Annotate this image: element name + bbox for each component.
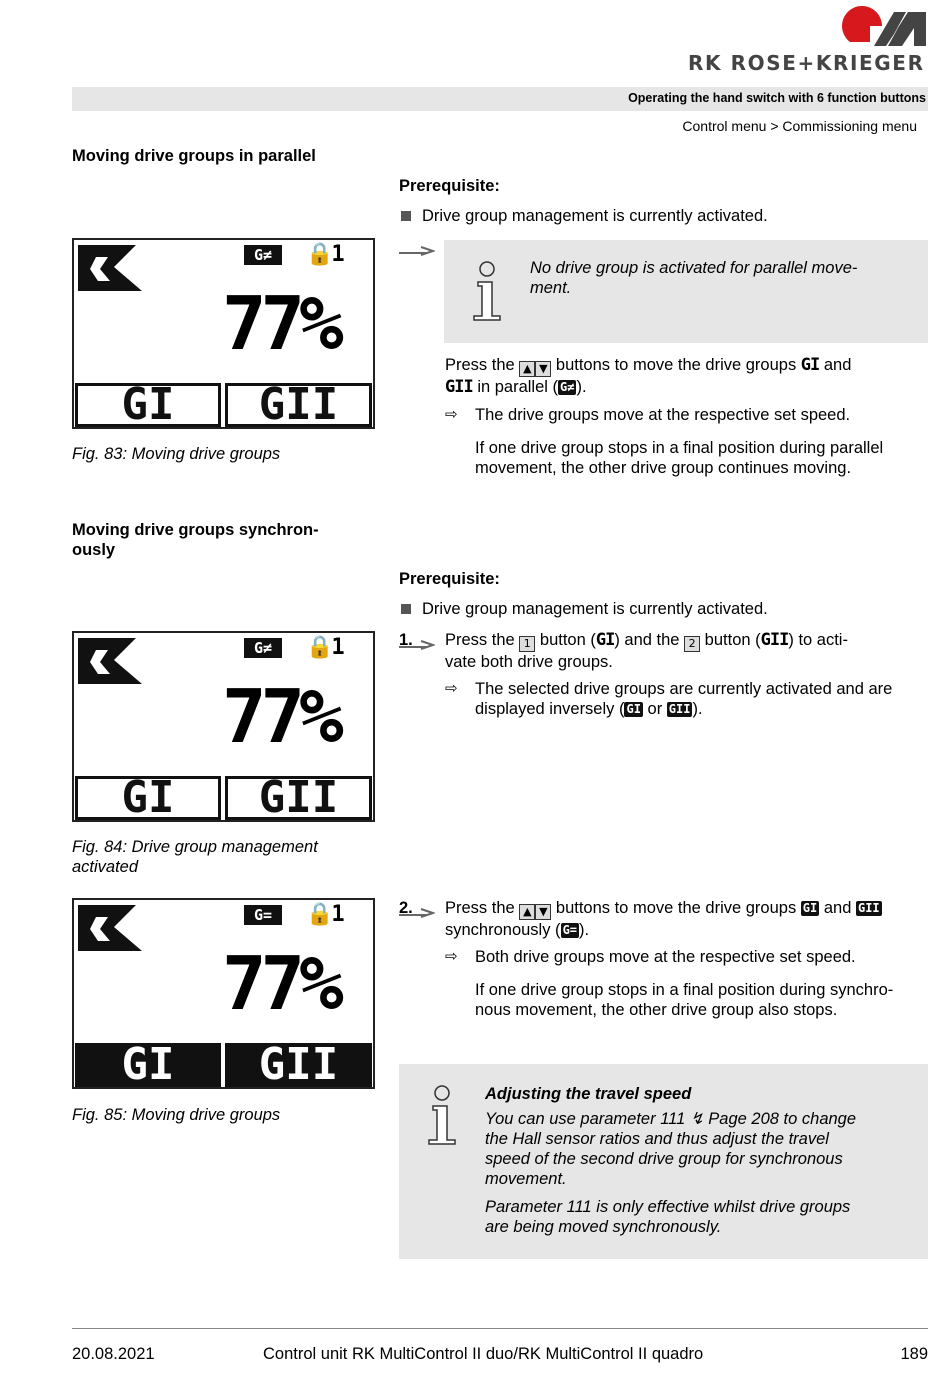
logo-mark-icon xyxy=(684,6,930,50)
parallel-step: Press the ▲ ▼ buttons to move the drive groups GI and GII in parallel ( G≠ ). xyxy=(445,355,852,397)
step-number: 1. xyxy=(399,631,413,649)
percent-readout: 77% xyxy=(222,281,338,367)
drive-group-1-icon: GI xyxy=(595,630,615,650)
note-arrow-icon xyxy=(399,245,435,257)
sync-step-2-extra: If one drive group stops in a final position during synchro- nous movement, the other drive group also stops. xyxy=(475,981,894,1019)
group2-inverse-icon: GII xyxy=(668,702,691,716)
prereq-label: Prerequisite: xyxy=(399,570,500,588)
group1-inverse-icon: GI xyxy=(802,901,818,915)
drive-group-1-icon: GI xyxy=(800,355,820,375)
flag-icon xyxy=(78,638,142,684)
result-arrow-icon: ⇨ xyxy=(445,406,458,423)
sync-step-2-result: Both drive groups move at the respective set speed. xyxy=(475,948,856,966)
note-box xyxy=(444,240,928,343)
brand-name: RK ROSE+KRIEGER xyxy=(688,51,925,75)
down-button-icon: ▼ xyxy=(535,904,551,920)
page-link[interactable]: Page 208 xyxy=(708,1110,779,1128)
speed-note-body: You can use parameter 111 ↯ Page 208 to change the Hall sensor ratios and thus adjust the travel speed of the second drive group for synchronous movement. xyxy=(485,1110,857,1188)
section-heading-parallel: Moving drive groups in parallel xyxy=(72,147,316,165)
group-mode-indicator: G= xyxy=(244,905,282,925)
drive-group-2-icon: GII xyxy=(445,377,473,397)
group2-softkey: GII xyxy=(225,776,372,820)
figure-caption: Fig. 83: Moving drive groups xyxy=(72,445,281,463)
prereq-label: Prerequisite: xyxy=(399,177,500,195)
flag-icon xyxy=(78,905,142,951)
figure-caption: Fig. 85: Moving drive groups xyxy=(72,1106,281,1124)
group2-inverse-icon: GII xyxy=(857,901,880,915)
parallel-result: The drive groups move at the respective set speed. xyxy=(475,406,851,424)
group1-inverse-icon: GI xyxy=(626,702,641,716)
display-fig83 xyxy=(72,238,375,429)
lock-icon: 🔒1 xyxy=(306,902,343,927)
step-number: 2. xyxy=(399,899,413,917)
group-mode-indicator: G≠ xyxy=(244,245,282,265)
flag-icon xyxy=(78,245,142,291)
key-1-icon: 1 xyxy=(519,636,535,652)
prereq-item: Drive group management is currently activated. xyxy=(422,207,768,225)
sync-step-1: Press the 1 button (GI) and the 2 button (GII) to acti- vate both drive groups. xyxy=(445,630,848,671)
footer-date: 20.08.2021 xyxy=(72,1345,155,1363)
info-icon xyxy=(425,1084,459,1146)
chapter-title: Operating the hand switch with 6 function buttons xyxy=(628,91,926,105)
step-arrow-icon xyxy=(399,907,435,919)
footer-title: Control unit RK MultiControl II duo/RK MultiControl II quadro xyxy=(263,1345,704,1363)
display-fig85 xyxy=(72,898,375,1089)
square-bullet-icon xyxy=(401,211,411,221)
page-link-icon: ↯ xyxy=(689,1110,704,1128)
lock-icon: 🔒1 xyxy=(306,242,343,267)
key-2-icon: 2 xyxy=(684,636,700,652)
sync-step-2: Press the ▲ ▼ buttons to move the drive groups GI and GII synchronously ( G= ). xyxy=(445,899,880,939)
speed-note-box xyxy=(399,1064,928,1259)
sync-step-1-result: The selected drive groups are currently activated and are displayed inversely ( GI or GII ). xyxy=(475,680,893,718)
group2-softkey: GII xyxy=(225,383,372,427)
figure-caption: Fig. 84: Drive group management activated xyxy=(72,838,318,876)
sync-mode-icon: G= xyxy=(562,923,578,937)
group1-softkey: GI xyxy=(75,776,221,820)
step-arrow-icon xyxy=(399,639,435,651)
square-bullet-icon xyxy=(401,604,411,614)
chapter-bar xyxy=(72,87,928,111)
section-heading-sync: Moving drive groups synchron- ously xyxy=(72,521,319,559)
result-arrow-icon: ⇨ xyxy=(445,680,458,697)
up-button-icon: ▲ xyxy=(519,361,535,377)
prereq-item: Drive group management is currently activated. xyxy=(422,600,768,618)
group1-softkey: GI xyxy=(75,1043,221,1087)
footer-divider xyxy=(72,1328,928,1329)
up-button-icon: ▲ xyxy=(519,904,535,920)
group1-softkey: GI xyxy=(75,383,221,427)
speed-note-title: Adjusting the travel speed xyxy=(485,1085,692,1103)
parallel-mode-icon: G≠ xyxy=(560,380,575,394)
lock-icon: 🔒1 xyxy=(306,635,343,660)
info-icon xyxy=(470,260,504,322)
display-fig84 xyxy=(72,631,375,822)
percent-readout: 77% xyxy=(222,941,338,1027)
group-mode-indicator: G≠ xyxy=(244,638,282,658)
speed-note-body-2: Parameter 111 is only effective whilst drive groups are being moved synchronously. xyxy=(485,1198,851,1236)
drive-group-2-icon: GII xyxy=(760,630,789,650)
brand-logo xyxy=(684,6,930,74)
parallel-extra: If one drive group stops in a final position during parallel movement, the other drive group continues moving. xyxy=(475,439,884,477)
down-button-icon: ▼ xyxy=(535,361,551,377)
group2-softkey: GII xyxy=(225,1043,372,1087)
page-number: 189 xyxy=(900,1345,928,1363)
breadcrumb: Control menu > Commissioning menu xyxy=(682,118,917,134)
note-text: No drive group is activated for parallel move- ment. xyxy=(530,259,858,297)
result-arrow-icon: ⇨ xyxy=(445,948,458,965)
percent-readout: 77% xyxy=(222,674,338,760)
